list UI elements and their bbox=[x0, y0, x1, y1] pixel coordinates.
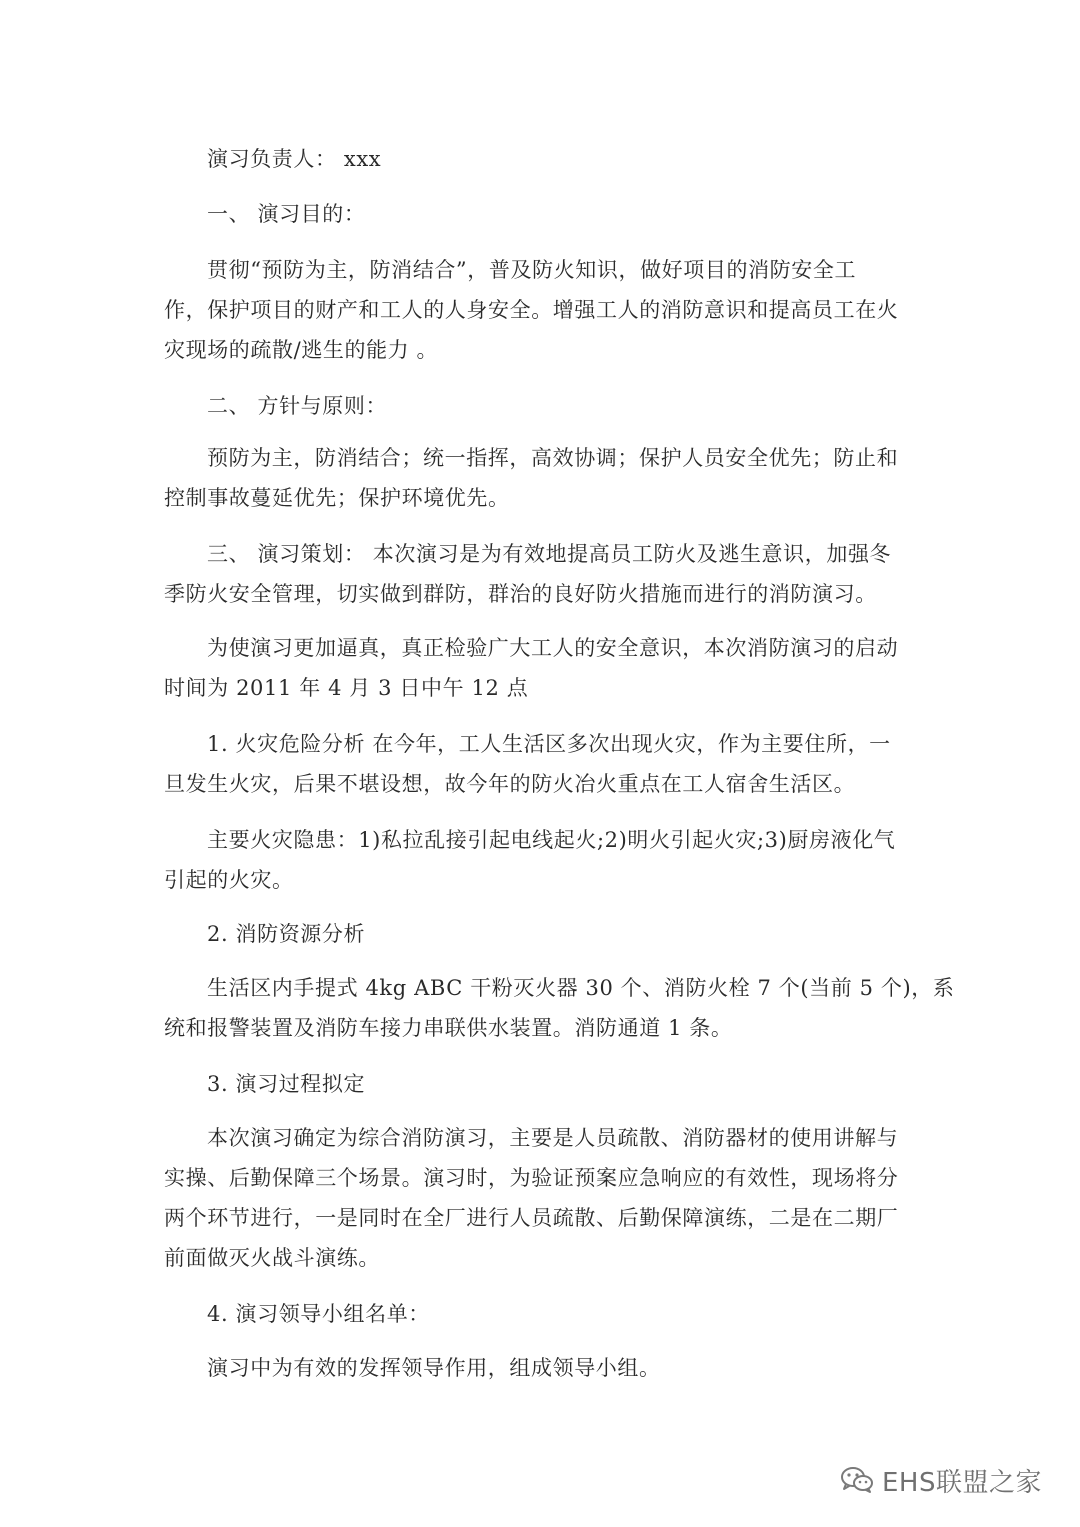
text-line: 旦发生火灾，后果不堪设想，故今年的防火冶火重点在工人宿舍生活区。 bbox=[164, 772, 856, 796]
watermark-text: EHS联盟之家 bbox=[882, 1467, 1042, 1498]
section-heading: 3. 演习过程拟定 bbox=[207, 1072, 366, 1096]
text-line: 季防火安全管理，切实做到群防，群治的良好防火措施而进行的消防演习。 bbox=[164, 582, 877, 606]
section-heading: 1. 火灾危险分析 在今年，工人生活区多次出现火灾，作为主要住所，一 bbox=[207, 732, 891, 756]
text-line: 引起的火灾。 bbox=[164, 868, 294, 892]
text-line: 作，保护项目的财产和工人的人身安全。增强工人的消防意识和提高员工在火 bbox=[164, 298, 899, 322]
text-line: 主要火灾隐患：1)私拉乱接引起电线起火;2)明火引起火灾;3)厨房液化气 bbox=[207, 828, 896, 852]
watermark bbox=[840, 1460, 1042, 1500]
section-heading: 2. 消防资源分析 bbox=[207, 922, 366, 946]
section-heading: 一、 演习目的： bbox=[207, 202, 366, 226]
text-line: 实操、后勤保障三个场景。演习时，为验证预案应急响应的有效性，现场将分 bbox=[164, 1166, 899, 1190]
text-line: 控制事故蔓延优先；保护环境优先。 bbox=[164, 486, 510, 510]
text-line: 为使演习更加逼真，真正检验广大工人的安全意识，本次消防演习的启动 bbox=[207, 636, 899, 660]
section-heading: 三、 演习策划： 本次演习是为有效地提高员工防火及逃生意识，加强冬 bbox=[207, 542, 892, 566]
wechat-icon bbox=[840, 1466, 874, 1494]
text-line: 灾现场的疏散/逃生的能力 。 bbox=[164, 338, 439, 362]
text-line: 演习中为有效的发挥领导作用，组成领导小组。 bbox=[207, 1356, 661, 1380]
text-line: 演习负责人： xxx bbox=[207, 147, 382, 171]
text-line: 两个环节进行，一是同时在全厂进行人员疏散、后勤保障演练，二是在二期厂 bbox=[164, 1206, 899, 1230]
text-line: 本次演习确定为综合消防演习，主要是人员疏散、消防器材的使用讲解与 bbox=[207, 1126, 899, 1150]
text-line: 时间为 2011 年 4 月 3 日中午 12 点 bbox=[164, 676, 529, 700]
text-line: 生活区内手提式 4kg ABC 干粉灭火器 30 个、消防火栓 7 个(当前 5 个)，系 bbox=[207, 976, 955, 1000]
text-line: 统和报警装置及消防车接力串联供水装置。消防通道 1 条。 bbox=[164, 1016, 733, 1040]
text-line: 前面做灭火战斗演练。 bbox=[164, 1246, 380, 1270]
section-heading: 二、 方针与原则： bbox=[207, 394, 388, 418]
text-line: 预防为主，防消结合；统一指挥，高效协调；保护人员安全优先；防止和 bbox=[207, 446, 899, 470]
text-line: 贯彻“预防为主，防消结合”，普及防火知识，做好项目的消防安全工 bbox=[207, 258, 857, 282]
section-heading: 4. 演习领导小组名单： bbox=[207, 1302, 430, 1326]
